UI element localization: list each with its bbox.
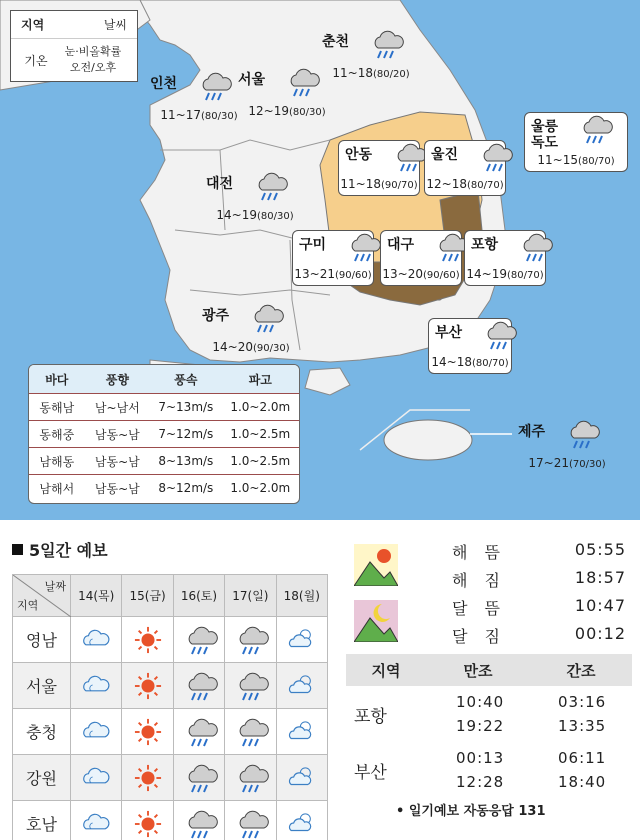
forecast-cell	[122, 755, 173, 801]
forecast-cell	[71, 801, 122, 840]
city-seoul	[232, 66, 342, 122]
sea-row: 남해서 남동~남 8~12m/s 1.0~2.0m	[29, 474, 299, 501]
city-precip-prob: (80/70)	[466, 180, 504, 191]
forecast-cell	[71, 709, 122, 755]
partly-cloudy-icon	[287, 672, 317, 700]
forecast-cell	[225, 617, 276, 663]
city-name: 안동	[345, 147, 373, 163]
rain-cloud-icon	[579, 115, 615, 145]
tide-row-pohang: 포항 10:40 19:22 03:16 13:35	[354, 693, 607, 735]
city-daegu	[380, 230, 462, 286]
city-name: 서울	[238, 72, 266, 88]
partly-cloudy-icon	[287, 718, 317, 746]
forecast-cell	[173, 709, 224, 755]
city-name: 대전	[206, 176, 234, 192]
city-uljin	[424, 140, 506, 196]
partly-cloudy-icon	[287, 764, 317, 792]
forecast-cell	[276, 663, 327, 709]
city-temp: 14~19(80/70)	[466, 267, 544, 281]
city-precip-prob: (80/30)	[256, 211, 294, 222]
city-name: 울릉 독도	[531, 119, 559, 151]
city-name: 대구	[387, 237, 415, 253]
forecast-header-row	[13, 575, 328, 617]
sun-moon-times	[354, 540, 630, 652]
forecast-row	[13, 755, 328, 801]
city-precip-prob: (70/30)	[568, 459, 606, 470]
tide-header: 지역 만조 간조	[346, 654, 632, 686]
forecast-cell	[225, 755, 276, 801]
forecast-cell	[276, 617, 327, 663]
partly-cloudy-icon	[287, 810, 317, 838]
rain-cloud-icon	[235, 626, 265, 654]
forecast-title: 5일간 예보	[12, 538, 108, 561]
rain-cloud-icon	[479, 143, 515, 173]
city-andong	[338, 140, 420, 196]
legend-region-label: 지역	[21, 18, 45, 32]
city-precip-prob: (80/30)	[288, 107, 326, 118]
forecast-cell	[276, 709, 327, 755]
city-temp: 17~21(70/30)	[528, 456, 606, 470]
rain-cloud-icon	[235, 810, 265, 838]
cloudy-icon	[81, 718, 111, 746]
city-name: 포항	[471, 237, 499, 253]
sunny-icon	[133, 764, 163, 792]
forecast-row	[13, 617, 328, 663]
sea-table-header: 바다 풍향 풍속 파고	[29, 365, 299, 393]
forecast-cell	[122, 663, 173, 709]
forecast-cell	[276, 801, 327, 840]
forecast-row	[13, 709, 328, 755]
rain-cloud-icon	[483, 321, 519, 351]
forecast-cell	[225, 801, 276, 840]
map-legend	[10, 10, 138, 82]
sunset-row: 해 짐 18:57	[452, 568, 626, 590]
sea-row: 남해동 남동~남 8~13m/s 1.0~2.5m	[29, 447, 299, 474]
city-temp: 14~20(90/30)	[212, 340, 290, 354]
tide-row-busan: 부산 00:13 12:28 06:11 18:40	[354, 749, 607, 791]
rain-cloud-icon	[347, 233, 383, 263]
city-name: 울진	[431, 147, 459, 163]
rain-cloud-icon	[235, 764, 265, 792]
city-temp: 11~18(90/70)	[340, 177, 418, 191]
forecast-cell	[173, 801, 224, 840]
city-temp: 14~18(80/70)	[431, 355, 509, 369]
city-name: 구미	[299, 237, 327, 253]
city-name: 부산	[435, 325, 463, 341]
moonrise-row: 달 뜸 10:47	[452, 596, 626, 618]
sunrise-row: 해 뜸 05:55	[452, 540, 626, 562]
bottom-panel	[0, 520, 640, 840]
city-precip-prob: (90/30)	[252, 343, 290, 354]
forecast-cell	[71, 663, 122, 709]
forecast-region: 강원	[13, 755, 71, 801]
legend-weather-label: 날씨	[103, 18, 127, 32]
forecast-cell	[173, 755, 224, 801]
rain-cloud-icon	[370, 30, 406, 60]
sunny-icon	[133, 718, 163, 746]
sea-row: 동해중 남동~남 7~12m/s 1.0~2.5m	[29, 420, 299, 447]
city-temp: 13~21(90/60)	[294, 267, 372, 281]
city-name: 춘천	[322, 34, 350, 50]
forecast-day: 18(월)	[276, 575, 327, 617]
rain-cloud-icon	[184, 810, 214, 838]
city-gwangju	[196, 302, 306, 358]
tide-table	[346, 654, 632, 798]
city-precip-prob: (90/60)	[334, 270, 372, 281]
forecast-day: 14(목)	[71, 575, 122, 617]
rain-cloud-icon	[235, 672, 265, 700]
city-precip-prob: (90/60)	[422, 270, 460, 281]
sunny-icon	[133, 672, 163, 700]
forecast-cell	[173, 617, 224, 663]
forecast-row	[13, 663, 328, 709]
city-temp: 11~18(80/20)	[332, 66, 410, 80]
forecast-cell	[122, 801, 173, 840]
city-temp: 11~17(80/30)	[160, 108, 238, 122]
rain-cloud-icon	[235, 718, 265, 746]
forecast-region: 서울	[13, 663, 71, 709]
rain-cloud-icon	[250, 304, 286, 334]
city-name: 인천	[150, 76, 178, 92]
city-name: 광주	[202, 308, 230, 324]
cloudy-icon	[81, 810, 111, 838]
rain-cloud-icon	[254, 172, 290, 202]
rain-cloud-icon	[286, 68, 322, 98]
sea-conditions-table	[28, 364, 300, 504]
city-precip-prob: (90/70)	[380, 180, 418, 191]
auto-answer-note: • 일기예보 자동응답 131	[396, 804, 546, 819]
city-gumi	[292, 230, 374, 286]
city-temp: 11~15(80/70)	[537, 153, 615, 167]
rain-cloud-icon	[184, 672, 214, 700]
city-temp: 13~20(90/60)	[382, 267, 460, 281]
rain-cloud-icon	[184, 764, 214, 792]
forecast-day: 16(토)	[173, 575, 224, 617]
cloudy-icon	[81, 672, 111, 700]
rain-cloud-icon	[566, 420, 602, 450]
city-precip-prob: (80/70)	[471, 358, 509, 369]
rain-cloud-icon	[198, 72, 234, 102]
city-precip-prob: (80/70)	[506, 270, 544, 281]
forecast-corner-cell: 날짜 지역	[13, 575, 71, 617]
forecast-region: 충청	[13, 709, 71, 755]
city-jeju	[512, 418, 622, 474]
city-ulleung	[524, 112, 628, 172]
forecast-cell	[122, 709, 173, 755]
partly-cloudy-icon	[287, 626, 317, 654]
legend-temp-label: 기온	[24, 53, 48, 68]
forecast-cell	[71, 617, 122, 663]
rain-cloud-icon	[184, 626, 214, 654]
sunny-icon	[133, 626, 163, 654]
cloudy-icon	[81, 626, 111, 654]
city-precip-prob: (80/70)	[577, 156, 615, 167]
city-temp: 14~19(80/30)	[216, 208, 294, 222]
forecast-cell	[225, 663, 276, 709]
city-precip-prob: (80/30)	[200, 111, 238, 122]
forecast-region: 영남	[13, 617, 71, 663]
forecast-row	[13, 801, 328, 840]
forecast-cell	[276, 755, 327, 801]
forecast-cell	[173, 663, 224, 709]
sunny-icon	[133, 810, 163, 838]
city-temp: 12~19(80/30)	[248, 104, 326, 118]
legend-precip-label: 눈·비올확률 오전/오후	[64, 45, 122, 74]
city-temp: 12~18(80/70)	[426, 177, 504, 191]
city-pohang	[464, 230, 546, 286]
city-precip-prob: (80/20)	[372, 69, 410, 80]
forecast-day: 17(일)	[225, 575, 276, 617]
five-day-forecast-table	[12, 574, 328, 840]
rain-cloud-icon	[519, 233, 555, 263]
city-busan	[428, 318, 512, 374]
cloudy-icon	[81, 764, 111, 792]
forecast-day: 15(금)	[122, 575, 173, 617]
rain-cloud-icon	[184, 718, 214, 746]
forecast-cell	[122, 617, 173, 663]
sea-row: 동해남 남~남서 7~13m/s 1.0~2.0m	[29, 393, 299, 420]
city-name: 제주	[518, 424, 546, 440]
forecast-region: 호남	[13, 801, 71, 840]
moonset-row: 달 짐 00:12	[452, 624, 626, 646]
forecast-cell	[71, 755, 122, 801]
forecast-cell	[225, 709, 276, 755]
city-daejeon	[200, 170, 310, 226]
